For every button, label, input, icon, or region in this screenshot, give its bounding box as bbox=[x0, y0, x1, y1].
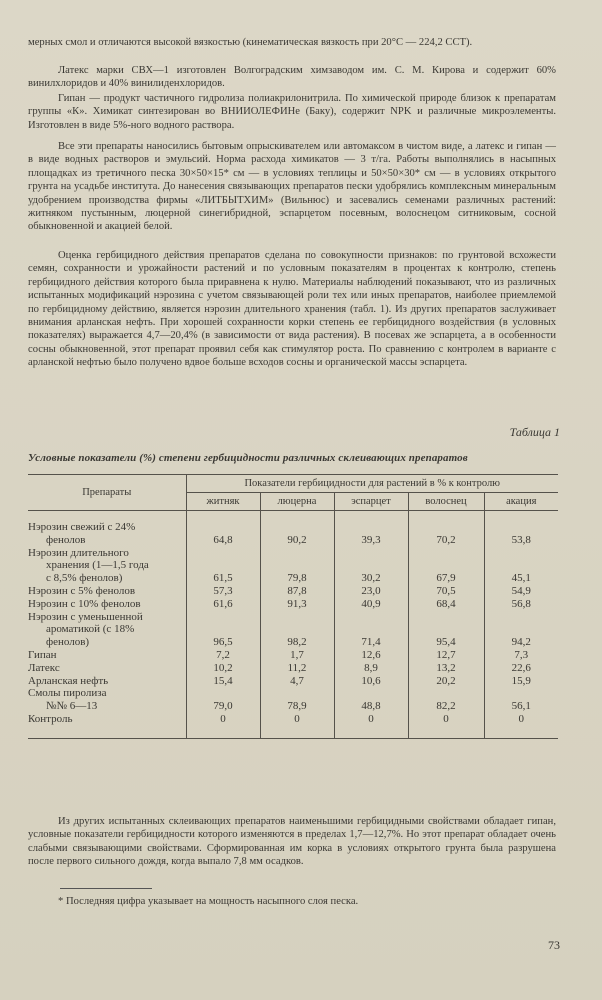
value-cell: 70,5 bbox=[408, 585, 484, 598]
value-cell: 64,8 bbox=[186, 511, 260, 547]
header-preparations: Препараты bbox=[28, 475, 186, 511]
preparation-name bbox=[28, 547, 186, 585]
preparation-name-line: Контроль bbox=[28, 712, 73, 725]
preparation-name-line: Смолы пиролиза bbox=[28, 687, 107, 700]
header-col-2: люцерна bbox=[260, 493, 334, 511]
preparation-name-line: Нэрозин свежий с 24% bbox=[28, 521, 136, 533]
page-number: 73 bbox=[548, 938, 560, 952]
paragraph-after-table: Из других испытанных склеивающих препаратов наименьшими гербицидными свойствами обладает гипан, условные показатели гербицидности которого изменяются в пределах 1,7—12,7%. Но этот препарат обладает очень слабыми связывающими свойствами. Сформированная им корка в условиях открытого грунта была разрушена после первого сильного дождя, когда выпало 7,8 мм осадков. bbox=[28, 816, 556, 868]
preparation-name-line: Нэрозин с 10% фенолов bbox=[28, 597, 141, 610]
value-cell: 68,4 bbox=[408, 598, 484, 611]
table-body bbox=[28, 511, 558, 739]
value-cell: 20,2 bbox=[408, 675, 484, 688]
value-cell: 78,9 bbox=[260, 687, 334, 713]
value-cell: 15,4 bbox=[186, 675, 260, 688]
table-row bbox=[28, 649, 558, 662]
value-cell: 30,2 bbox=[334, 547, 408, 585]
value-cell: 53,8 bbox=[484, 511, 558, 547]
preparation-name-line: фенолов bbox=[46, 533, 86, 546]
value-cell: 90,2 bbox=[260, 511, 334, 547]
value-cell: 13,2 bbox=[408, 662, 484, 675]
value-cell: 12,7 bbox=[408, 649, 484, 662]
table-row bbox=[28, 547, 558, 585]
value-cell: 0 bbox=[260, 713, 334, 738]
value-cell: 98,2 bbox=[260, 611, 334, 649]
preparation-name-line: Арланская нефть bbox=[28, 674, 109, 687]
value-cell: 71,4 bbox=[334, 611, 408, 649]
header-col-4: волоснец bbox=[408, 493, 484, 511]
value-cell: 57,3 bbox=[186, 585, 260, 598]
preparation-name-line: Гипан bbox=[28, 648, 57, 661]
table-row bbox=[28, 675, 558, 688]
value-cell: 0 bbox=[408, 713, 484, 738]
value-cell: 0 bbox=[484, 713, 558, 738]
preparation-name bbox=[28, 585, 186, 598]
paragraph-5: Оценка гербицидного действия препаратов сделана по совокупности признаков: по грунтовой всхожести семян, сохранности и урожайности растений и по условным показателям в процентах к контролю, степень гербицидного действия которого была приравнена к нулю. Материалы наблюдений показывают, что из различных испытанных модификаций нэрозина с учетом связывающей роли тех или иных препаратов, наиболее приемлемой по гербицидному действию, является нэрозин длительного хранения (табл. 1). Из других препаратов заслуживает внимания арланская нефть. При хорошей сохранности корки степень ее гербицидного воздействия (в условных показателях) выражается 4,7—20,4% (в зависимости от вида растения). В посевах же эспарцета, а в особенности сосны обыкновенной, этот препарат проявил себя как стимулятор роста. По сравнению с контролем в варианте с арланской нефтью было получено вдвое больше всходов сосны и органической массы эспарцета. bbox=[28, 250, 556, 369]
data-table bbox=[28, 474, 558, 739]
value-cell: 56,8 bbox=[484, 598, 558, 611]
value-cell: 7,2 bbox=[186, 649, 260, 662]
preparation-name-line: Латекс bbox=[28, 661, 60, 674]
table-row bbox=[28, 687, 558, 713]
value-cell: 61,6 bbox=[186, 598, 260, 611]
value-cell: 56,1 bbox=[484, 687, 558, 713]
table-row bbox=[28, 611, 558, 649]
preparation-name bbox=[28, 598, 186, 611]
preparation-name-line: с 8,5% фенолов) bbox=[46, 572, 123, 585]
preparation-name-line: №№ 6—13 bbox=[46, 700, 98, 713]
value-cell: 61,5 bbox=[186, 547, 260, 585]
value-cell: 4,7 bbox=[260, 675, 334, 688]
table-row bbox=[28, 585, 558, 598]
value-cell: 82,2 bbox=[408, 687, 484, 713]
value-cell: 54,9 bbox=[484, 585, 558, 598]
preparation-name bbox=[28, 675, 186, 688]
value-cell: 8,9 bbox=[334, 662, 408, 675]
value-cell: 10,2 bbox=[186, 662, 260, 675]
value-cell: 23,0 bbox=[334, 585, 408, 598]
value-cell: 79,0 bbox=[186, 687, 260, 713]
preparation-name bbox=[28, 649, 186, 662]
preparation-name-line: фенолов) bbox=[46, 636, 90, 649]
value-cell: 40,9 bbox=[334, 598, 408, 611]
value-cell: 79,8 bbox=[260, 547, 334, 585]
table-title: Условные показатели (%) степени гербицидности различных склеивающих препаратов bbox=[28, 452, 468, 464]
table-row bbox=[28, 511, 558, 547]
table-label: Таблица 1 bbox=[509, 425, 560, 439]
value-cell: 70,2 bbox=[408, 511, 484, 547]
preparation-name-line: хранения (1—1,5 года bbox=[46, 559, 149, 572]
preparation-name bbox=[28, 611, 186, 649]
table-row bbox=[28, 713, 558, 738]
value-cell: 87,8 bbox=[260, 585, 334, 598]
value-cell: 7,3 bbox=[484, 649, 558, 662]
value-cell: 94,2 bbox=[484, 611, 558, 649]
value-cell: 39,3 bbox=[334, 511, 408, 547]
footnote: * Последняя цифра указывает на мощность насыпного слоя песка. bbox=[58, 896, 359, 907]
value-cell: 91,3 bbox=[260, 598, 334, 611]
value-cell: 95,4 bbox=[408, 611, 484, 649]
value-cell: 96,5 bbox=[186, 611, 260, 649]
preparation-name bbox=[28, 511, 186, 547]
preparation-name-line: Нэрозин длительного bbox=[28, 546, 129, 559]
preparation-name bbox=[28, 687, 186, 713]
value-cell: 15,9 bbox=[484, 675, 558, 688]
value-cell: 67,9 bbox=[408, 547, 484, 585]
footnote-divider bbox=[60, 888, 152, 889]
preparation-name-line: ароматикой (с 18% bbox=[46, 623, 135, 636]
value-cell: 22,6 bbox=[484, 662, 558, 675]
paragraph-3: Гипан — продукт частичного гидролиза полиакрилонитрила. По химической природе близок к препаратам группы «К». Химикат синтезирован во ВНИИОЛЕФИНе (Баку), содержит NPK и различные микроэлементы. Изготовлен в виде 5%-ного водного раствора. bbox=[28, 93, 556, 131]
value-cell: 11,2 bbox=[260, 662, 334, 675]
paragraph-4: Все эти препараты наносились бытовым опрыскивателем или автомаксом в чистом виде, а латекс и гипан — в виде водных растворов и эмульсий. Норма расхода химикатов — 3 т/га. Работы выполнялись в насыпных площадках из третичного песка 30×50×15* см — в условиях теплицы и 50×50×30* см — в условиях открытого грунта на усадьбе института. До нанесения связывающих препаратов пески удобрялись комплексным минеральным удобрением производства фирмы «ЛИТБЫТХИМ» (Вильнюс) и засевались семенами различных растений: житняком пустынным, люцерной синегибридной, эспарцетом посевным, волоснецом ситниковым, сосной обыкновенной и акацией белой. bbox=[28, 141, 556, 233]
value-cell: 45,1 bbox=[484, 547, 558, 585]
value-cell: 12,6 bbox=[334, 649, 408, 662]
header-group: Показатели гербицидности для растений в % к контролю bbox=[186, 475, 558, 493]
header-col-3: эспарцет bbox=[334, 493, 408, 511]
paragraph-2: Латекс марки СВХ—1 изготовлен Волгоградским химзаводом им. С. М. Кирова и содержит 60% винилхлоридов и 40% винилиденхлоридов. bbox=[28, 65, 556, 90]
preparation-name bbox=[28, 662, 186, 675]
paragraph-1: мерных смол и отличаются высокой вязкостью (кинематическая вязкость при 20°С — 224,2 ССТ). bbox=[28, 37, 473, 48]
preparation-name bbox=[28, 713, 186, 738]
value-cell: 0 bbox=[186, 713, 260, 738]
header-col-5: акация bbox=[484, 493, 558, 511]
value-cell: 10,6 bbox=[334, 675, 408, 688]
preparation-name-line: Нэрозин с 5% фенолов bbox=[28, 584, 136, 597]
value-cell: 0 bbox=[334, 713, 408, 738]
value-cell: 1,7 bbox=[260, 649, 334, 662]
table-row bbox=[28, 598, 558, 611]
header-col-1: житняк bbox=[186, 493, 260, 511]
table-row bbox=[28, 662, 558, 675]
preparation-name-line: Нэрозин с уменьшенной bbox=[28, 610, 143, 623]
value-cell: 48,8 bbox=[334, 687, 408, 713]
